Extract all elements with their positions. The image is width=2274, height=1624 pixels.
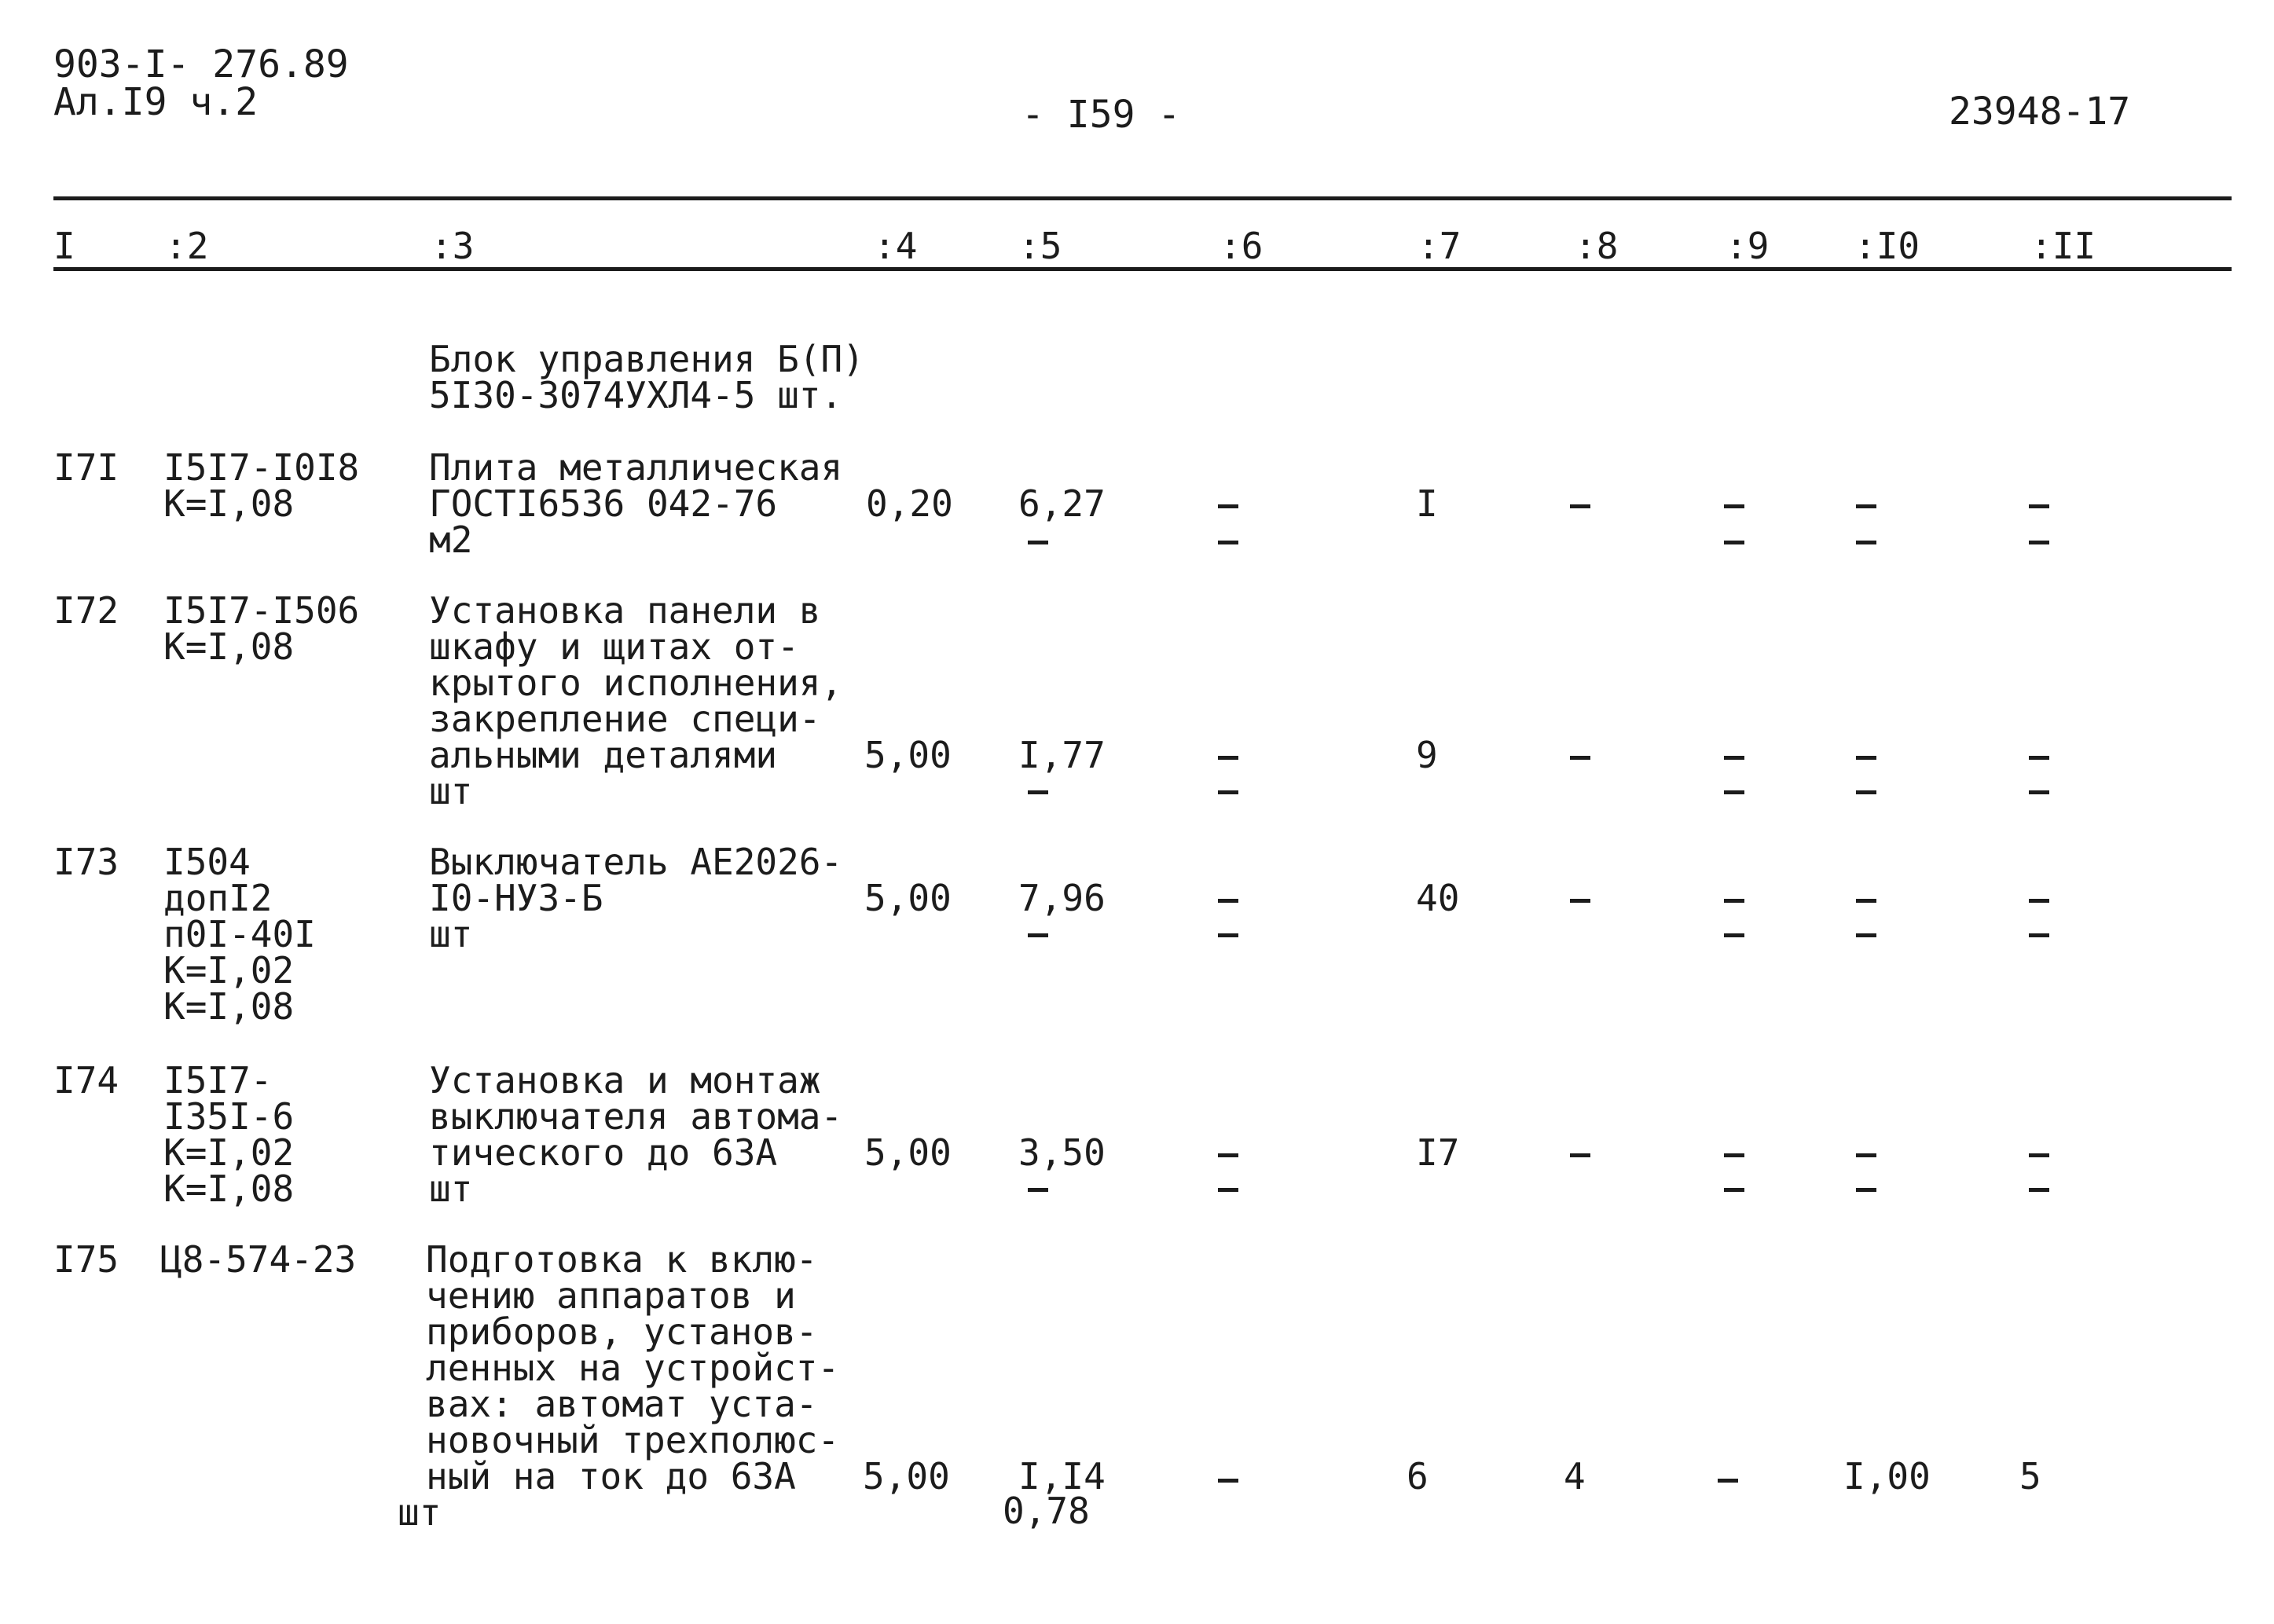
description-line: приборов, установ- <box>426 1311 818 1353</box>
rate-code: К=I,08 <box>163 482 295 525</box>
description-line: шт <box>429 770 473 812</box>
column-header-11: :II <box>2030 225 2096 267</box>
rate-code: К=I,08 <box>163 1168 295 1210</box>
description-line: I0-НУЗ-Б <box>429 877 603 919</box>
row-number: I75 <box>53 1238 119 1281</box>
description-line: ГОСТI6536 042-76 <box>429 482 778 525</box>
column-header-1: I <box>53 225 75 267</box>
description-line: крытого исполнения, <box>429 662 843 704</box>
dash-mark <box>1718 1479 1738 1483</box>
unit-cost: 6,27 <box>1018 482 1106 525</box>
page-number: - I59 - <box>1021 93 1181 137</box>
dash-mark <box>1570 504 1590 508</box>
quantity: 5,00 <box>864 1131 952 1174</box>
dash-mark <box>1028 790 1048 794</box>
rate-code: п0I-40I <box>163 913 316 955</box>
unit-cost: I,I4 <box>1018 1455 1106 1498</box>
column-header-4: :4 <box>874 225 918 267</box>
dash-mark <box>1218 790 1238 794</box>
rate-code: Ц8-574-23 <box>160 1238 357 1281</box>
dash-mark <box>1856 790 1876 794</box>
description-line: Подготовка к вклю- <box>426 1238 818 1281</box>
dash-mark <box>2029 1153 2049 1157</box>
column-8-value: 4 <box>1564 1455 1586 1498</box>
table-header-rule <box>53 267 2232 271</box>
dash-mark <box>1724 899 1744 903</box>
column-7-value: 6 <box>1407 1455 1429 1498</box>
column-7-value: 40 <box>1416 877 1460 919</box>
description-line: ленных на устройст- <box>426 1347 840 1389</box>
rate-code: I5I7-I0I8 <box>163 446 360 489</box>
rate-code: допI2 <box>163 877 273 919</box>
dash-mark <box>1724 790 1744 794</box>
dash-mark <box>1724 541 1744 544</box>
column-7-value: I <box>1416 482 1438 525</box>
rate-code: I35I-6 <box>163 1095 295 1138</box>
dash-mark <box>1218 504 1238 508</box>
dash-mark <box>1570 899 1590 903</box>
column-7-value: 9 <box>1416 734 1438 776</box>
column-header-10: :I0 <box>1854 225 1920 267</box>
description-line: шт <box>398 1491 442 1534</box>
description-line: Установка панели в <box>429 589 821 632</box>
description-line: м2 <box>429 519 473 561</box>
row-number: I74 <box>53 1059 119 1102</box>
description-line: шт <box>429 1168 473 1210</box>
unit-cost: 7,96 <box>1018 877 1106 919</box>
column-7-value: I7 <box>1416 1131 1460 1174</box>
dash-mark <box>1856 756 1876 760</box>
description-line: шкафу и щитах от- <box>429 625 799 668</box>
column-header-6: :6 <box>1220 225 1264 267</box>
dash-mark <box>1218 541 1238 544</box>
row-number: I73 <box>53 841 119 883</box>
dash-mark <box>2029 756 2049 760</box>
dash-mark <box>1856 933 1876 937</box>
sheet-label: Ал.I9 ч.2 <box>53 80 259 124</box>
rate-code: I5I7-I506 <box>163 589 360 632</box>
description-line: тического до 63А <box>429 1131 778 1174</box>
dash-mark <box>1218 756 1238 760</box>
quantity: 5,00 <box>864 734 952 776</box>
intro-line-1: Блок управления Б(П) <box>429 338 864 380</box>
dash-mark <box>2029 504 2049 508</box>
column-header-9: :9 <box>1726 225 1770 267</box>
dash-mark <box>1724 933 1744 937</box>
rate-code: К=I,02 <box>163 1131 295 1174</box>
quantity: 0,20 <box>866 482 953 525</box>
description-line: Плита металлическая <box>429 446 843 489</box>
dash-mark <box>1724 1153 1744 1157</box>
dash-mark <box>1570 1153 1590 1157</box>
dash-mark <box>2029 541 2049 544</box>
description-line: Установка и монтаж <box>429 1059 821 1102</box>
column-header-5: :5 <box>1018 225 1062 267</box>
archive-number: 23948-17 <box>1949 90 2131 134</box>
quantity: 5,00 <box>863 1455 950 1498</box>
rate-code: I5I7- <box>163 1059 273 1102</box>
description-line: закрепление специ- <box>429 698 821 740</box>
unit-cost: I,77 <box>1018 734 1106 776</box>
description-line: выключателя автома- <box>429 1095 843 1138</box>
unit-cost-secondary: 0,78 <box>1003 1490 1090 1532</box>
dash-mark <box>1856 1153 1876 1157</box>
dash-mark <box>2029 790 2049 794</box>
description-line: шт <box>429 913 473 955</box>
dash-mark <box>1028 541 1048 544</box>
dash-mark <box>1724 756 1744 760</box>
dash-mark <box>2029 933 2049 937</box>
row-number: I7I <box>53 446 119 489</box>
dash-mark <box>1218 933 1238 937</box>
dash-mark <box>1218 1188 1238 1192</box>
quantity: 5,00 <box>864 877 952 919</box>
dash-mark <box>1856 1188 1876 1192</box>
unit-cost: 3,50 <box>1018 1131 1106 1174</box>
column-10-value: I,00 <box>1843 1455 1931 1498</box>
description-line: вах: автомат уста- <box>426 1383 818 1425</box>
row-number: I72 <box>53 589 119 632</box>
dash-mark <box>1724 504 1744 508</box>
description-line: новочный трехполюс- <box>426 1419 840 1461</box>
description-line: альными деталями <box>429 734 778 776</box>
dash-mark <box>1028 933 1048 937</box>
dash-mark <box>1856 541 1876 544</box>
column-header-2: :2 <box>165 225 209 267</box>
rate-code: К=I,02 <box>163 949 295 992</box>
dash-mark <box>1856 504 1876 508</box>
rate-code: К=I,08 <box>163 985 295 1028</box>
column-header-8: :8 <box>1575 225 1619 267</box>
description-line: Выключатель АЕ2026- <box>429 841 843 883</box>
dash-mark <box>2029 1188 2049 1192</box>
dash-mark <box>1724 1188 1744 1192</box>
document-code: 903-I- 276.89 <box>53 42 349 86</box>
dash-mark <box>1218 1153 1238 1157</box>
dash-mark <box>1028 1188 1048 1192</box>
dash-mark <box>2029 899 2049 903</box>
dash-mark <box>1570 756 1590 760</box>
column-header-3: :3 <box>431 225 475 267</box>
dash-mark <box>1218 1479 1238 1483</box>
intro-line-2: 5I30-3074УХЛ4-5 шт. <box>429 374 843 416</box>
rate-code: I504 <box>163 841 251 883</box>
column-11-value: 5 <box>2019 1455 2041 1498</box>
dash-mark <box>1218 899 1238 903</box>
table-top-rule <box>53 196 2232 200</box>
rate-code: К=I,08 <box>163 625 295 668</box>
column-header-7: :7 <box>1418 225 1462 267</box>
description-line: ный на ток до 63А <box>426 1455 796 1498</box>
description-line: чению аппаратов и <box>426 1274 796 1317</box>
dash-mark <box>1856 899 1876 903</box>
